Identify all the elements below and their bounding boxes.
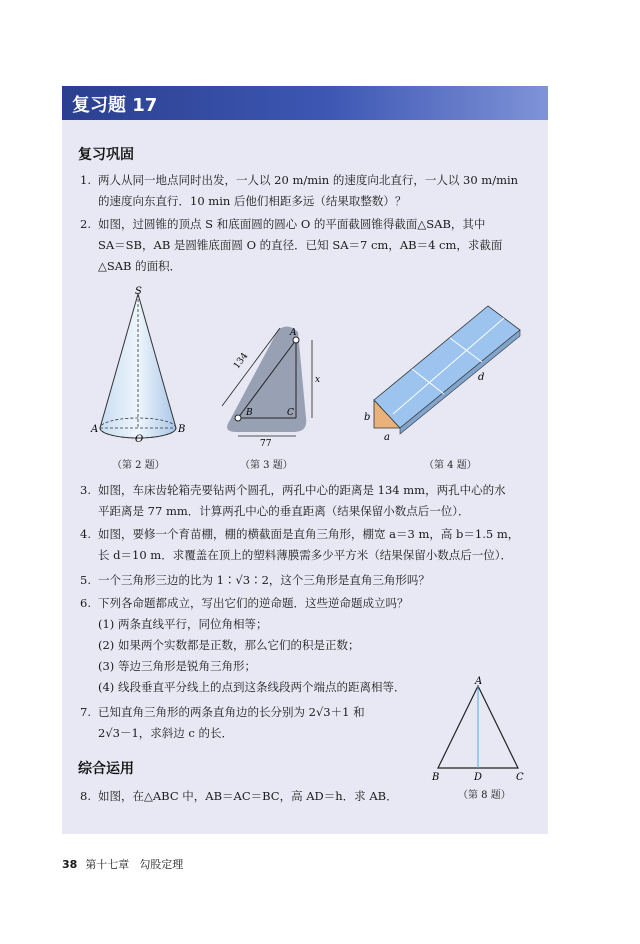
label-x: x xyxy=(315,375,321,385)
question-6 xyxy=(80,593,409,698)
label-B: B xyxy=(246,408,253,418)
question-2 xyxy=(80,214,502,277)
label-77: 77 xyxy=(260,439,272,448)
sub-item: (1) 两条直线平行，同位角相等； xyxy=(98,617,268,631)
label-C: C xyxy=(287,408,294,418)
question-number: 2. xyxy=(80,217,91,231)
figure-gearbox xyxy=(216,320,326,448)
question-number: 3. xyxy=(80,483,91,497)
hole-b xyxy=(235,415,241,421)
question-text: 平距离是 77 mm．计算两孔中心的垂直距离（结果保留小数点后一位）． xyxy=(98,504,470,518)
label-B: B xyxy=(432,772,440,783)
label-d: d xyxy=(478,372,485,383)
question-text: 2√3－1，求斜边 c 的长． xyxy=(98,726,234,740)
question-number: 1. xyxy=(80,173,91,187)
sub-item: (4) 线段垂直平分线上的点到这条线段两个端点的距离相等． xyxy=(98,680,406,694)
question-number: 8. xyxy=(80,789,91,803)
label-a: a xyxy=(384,432,390,443)
question-text: 如图，过圆锥的顶点 S 和底面圆的圆心 O 的平面截圆锥得截面△SAB，其中 xyxy=(98,217,486,231)
caption-fig8: （第 8 题） xyxy=(458,790,511,801)
sub-item: (3) 等边三角形是锐角三角形； xyxy=(98,659,256,673)
question-text: 长 d＝10 m．求覆盖在顶上的塑料薄膜需多少平方米（结果保留小数点后一位）． xyxy=(98,548,512,562)
figure-shed xyxy=(362,296,534,446)
question-number: 7. xyxy=(80,705,91,719)
section-title-review: 复习巩固 xyxy=(78,147,134,163)
question-7 xyxy=(80,702,365,744)
page-number: 38 xyxy=(62,858,78,871)
caption-fig2: （第 2 题） xyxy=(112,460,165,471)
label-A: A xyxy=(290,328,297,338)
question-text: 如图，在△ABC 中，AB＝AC＝BC，高 AD＝h．求 AB． xyxy=(98,789,398,803)
section-title-apply: 综合运用 xyxy=(78,761,134,777)
label-B: B xyxy=(178,424,186,435)
label-O: O xyxy=(135,434,144,445)
question-text: △SAB 的面积． xyxy=(98,259,182,273)
question-8 xyxy=(80,786,398,807)
figure-triangle xyxy=(428,676,532,784)
question-text: 已知直角三角形的两条直角边的长分别为 2√3＋1 和 xyxy=(98,705,365,719)
question-number: 6. xyxy=(80,596,91,610)
caption-fig3: （第 3 题） xyxy=(240,460,293,471)
figure-cone xyxy=(88,286,198,446)
question-number: 5. xyxy=(80,573,91,587)
question-text: 下列各命题都成立，写出它们的逆命题．这些逆命题成立吗？ xyxy=(98,596,409,610)
label-A: A xyxy=(91,424,99,435)
question-4 xyxy=(80,524,519,566)
label-A: A xyxy=(475,676,483,687)
label-S: S xyxy=(135,286,142,297)
question-text: SA＝SB，AB 是圆锥底面圆 O 的直径．已知 SA＝7 cm，AB＝4 cm，求截面 xyxy=(98,238,503,252)
question-5 xyxy=(80,570,430,591)
label-D: D xyxy=(474,772,483,783)
roof-line xyxy=(393,318,504,414)
question-text: 如图，要修一个育苗棚，棚的横截面是直角三角形，棚宽 a＝3 m，高 b＝1.5 m， xyxy=(98,527,520,541)
question-text: 的速度向东直行．10 min 后他们相距多远（结果取整数）？ xyxy=(98,194,407,208)
label-b: b xyxy=(364,412,371,423)
question-text: 如图，车床齿轮箱壳要钻两个圆孔，两孔中心的距离是 134 mm，两孔中心的水 xyxy=(98,483,506,497)
caption-fig4: （第 4 题） xyxy=(424,460,477,471)
chapter-title: 勾股定理 xyxy=(139,858,184,871)
question-text: 一个三角形三边的比为 1∶√3∶2，这个三角形是直角三角形吗？ xyxy=(98,573,430,587)
question-1 xyxy=(80,170,518,212)
question-3 xyxy=(80,480,506,522)
question-number: 4. xyxy=(80,527,91,541)
page-footer xyxy=(62,856,183,872)
page-title: 复习题 17 xyxy=(72,95,158,116)
label-C: C xyxy=(516,772,524,783)
label-134: 134 xyxy=(232,351,251,371)
chapter-label: 第十七章 xyxy=(85,858,130,871)
question-text: 两人从同一地点同时出发，一人以 20 m/min 的速度向北直行，一人以 30 m/min xyxy=(98,173,519,187)
sub-item: (2) 如果两个实数都是正数，那么它们的积是正数； xyxy=(98,638,360,652)
